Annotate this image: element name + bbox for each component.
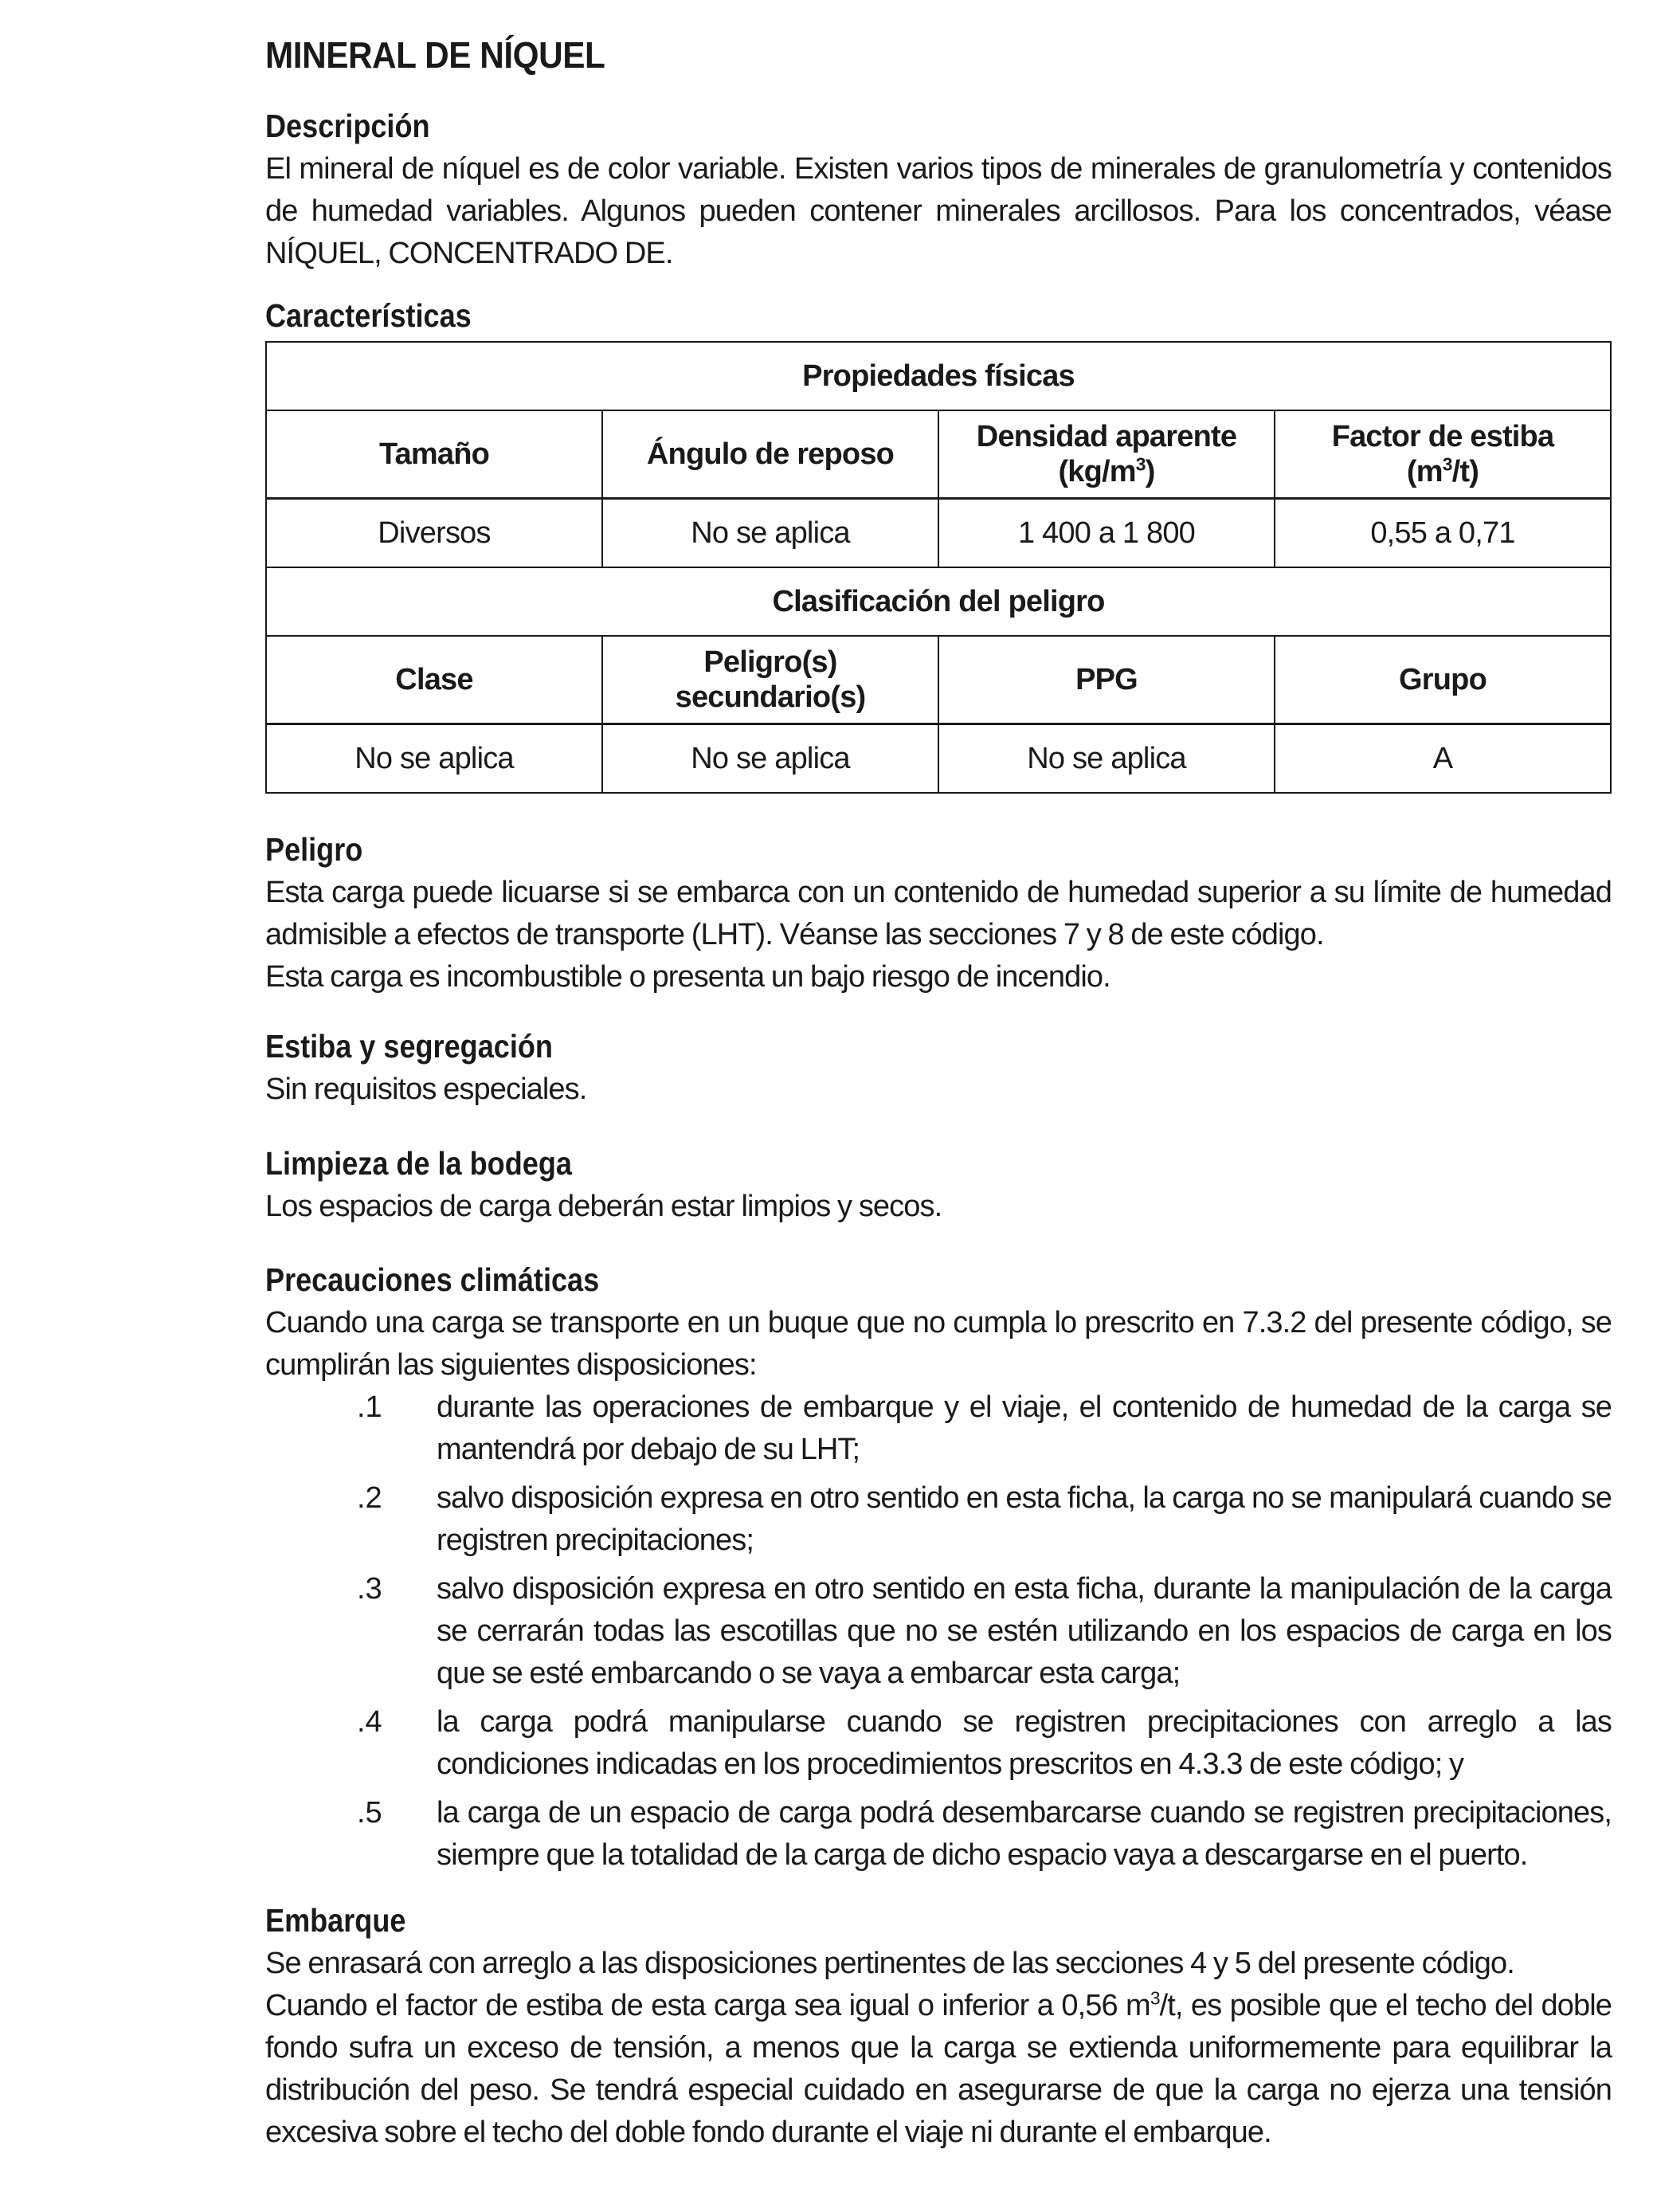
section-heading: Limpieza de la bodega xyxy=(265,1145,572,1182)
header-line: (kg/m xyxy=(1058,455,1136,488)
item-number: .3 xyxy=(357,1572,382,1606)
column-header: Grupo xyxy=(1275,636,1611,724)
table-cell: Diversos xyxy=(266,499,602,568)
header-line: Factor de estiba xyxy=(1331,420,1554,453)
provisions-list xyxy=(265,1386,1612,1877)
column-header: Ángulo de reposo xyxy=(602,410,938,499)
section-text: Esta carga es incombustible o presenta un bajo riesgo de incendio. xyxy=(265,960,1110,994)
table-cell: 1 400 a 1 800 xyxy=(938,499,1275,568)
table-cell: No se aplica xyxy=(266,724,602,794)
section-heading: Descripción xyxy=(265,108,430,144)
section-heading: Estiba y segregación xyxy=(265,1028,553,1065)
section-text: Cuando una carga se transporte en un buque que no cumpla lo prescrito en 7.3.2 del presente código, se cumplirán las siguientes disposiciones: xyxy=(265,1306,1612,1382)
table-cell: A xyxy=(1275,724,1611,794)
header-line: secundario(s) xyxy=(675,680,866,714)
column-header xyxy=(1275,410,1611,499)
table-cell: No se aplica xyxy=(938,724,1275,794)
column-header xyxy=(602,636,938,724)
item-text: salvo disposición expresa en otro sentido en esta ficha, durante la manipulación de la carga se cerrarán todas las escotillas que no se estén utilizando en los espacios de carga en los que se esté embarcando o se vaya a embarcar esta carga; xyxy=(437,1572,1612,1690)
list-item xyxy=(265,1386,1612,1471)
section-text: Se enrasará con arreglo a las disposiciones pertinentes de las secciones 4 y 5 del presente código. xyxy=(265,1947,1514,1980)
item-text: la carga podrá manipularse cuando se registren precipitaciones con arreglo a las condiciones indicadas en los procedimientos prescritos en 4.3.3 de este código; y xyxy=(437,1705,1612,1781)
column-header: PPG xyxy=(938,636,1275,724)
section-text: Los espacios de carga deberán estar limpios y secos. xyxy=(265,1190,942,1223)
section-embarque xyxy=(265,1898,1612,2154)
header-line: /t) xyxy=(1451,455,1479,488)
column-header xyxy=(938,410,1275,499)
header-line: (m xyxy=(1406,455,1443,488)
characteristics-table xyxy=(265,341,1612,794)
section-text xyxy=(265,1985,1612,2154)
section-precauciones xyxy=(265,1257,1612,1877)
item-number: .1 xyxy=(357,1390,382,1424)
table-band-title: Propiedades físicas xyxy=(266,342,1611,410)
page-title: MINERAL DE NÍQUEL xyxy=(265,34,605,76)
text-run: Cuando el factor de estiba de esta carga sea igual o inferior a 0,56 m xyxy=(265,1989,1150,2022)
header-line: Peligro(s) xyxy=(703,645,837,679)
section-heading: Características xyxy=(265,297,472,334)
section-heading: Precauciones climáticas xyxy=(265,1261,600,1298)
item-text: salvo disposición expresa en otro sentido en esta ficha, la carga no se manipulará cuando se registren precipitaciones; xyxy=(437,1481,1612,1557)
superscript: 3 xyxy=(1442,453,1452,475)
section-descripcion xyxy=(265,104,1612,275)
table-cell: 0,55 a 0,71 xyxy=(1275,499,1611,568)
section-heading: Embarque xyxy=(265,1902,406,1939)
column-header: Tamaño xyxy=(266,410,602,499)
superscript: 3 xyxy=(1135,453,1146,475)
table-cell: No se aplica xyxy=(602,724,938,794)
table-cell: No se aplica xyxy=(602,499,938,568)
section-text: Sin requisitos especiales. xyxy=(265,1073,587,1106)
text-run: /t, es posible que el techo del doble fondo sufra un exceso de tensión, a menos que la carga se extienda uniformemente para equilibrar la distribución del peso. Se tendrá especial cuidado en asegurarse de que la carga no ejerza una tensión excesiva sobre el techo del doble fondo durante el viaje ni durante el embarque. xyxy=(265,1989,1612,2149)
item-number: .4 xyxy=(357,1705,382,1739)
column-header: Clase xyxy=(266,636,602,724)
section-caracteristicas xyxy=(265,293,1612,338)
header-line: Densidad aparente xyxy=(976,420,1237,453)
item-text: la carga de un espacio de carga podrá desembarcarse cuando se registren precipitaciones, siempre que la totalidad de la carga de dicho espacio vaya a descargarse en el puerto. xyxy=(437,1796,1612,1872)
list-item xyxy=(265,1792,1612,1877)
header-line: ) xyxy=(1145,455,1155,488)
superscript: 3 xyxy=(1150,1987,1160,2009)
item-text: durante las operaciones de embarque y el viaje, el contenido de humedad de la carga se mantendrá por debajo de su LHT; xyxy=(437,1390,1612,1466)
item-number: .2 xyxy=(357,1481,382,1515)
item-number: .5 xyxy=(357,1796,382,1830)
table-band-title: Clasificación del peligro xyxy=(266,567,1611,636)
list-item xyxy=(265,1477,1612,1562)
section-peligro xyxy=(265,827,1612,998)
section-text: El mineral de níquel es de color variable. Existen varios tipos de minerales de granulometría y contenidos de humedad variables. Algunos pueden contener minerales arcillosos. Para los concentrados, véase NÍQUEL, CONCENTRADO DE. xyxy=(265,152,1612,270)
section-text: Esta carga puede licuarse si se embarca con un contenido de humedad superior a su límite de humedad admisible a efectos de transporte (LHT). Véanse las secciones 7 y 8 de este código. xyxy=(265,876,1612,951)
list-item xyxy=(265,1701,1612,1786)
section-heading: Peligro xyxy=(265,831,363,868)
list-item xyxy=(265,1568,1612,1695)
section-limpieza xyxy=(265,1141,1612,1228)
section-estiba xyxy=(265,1024,1612,1111)
